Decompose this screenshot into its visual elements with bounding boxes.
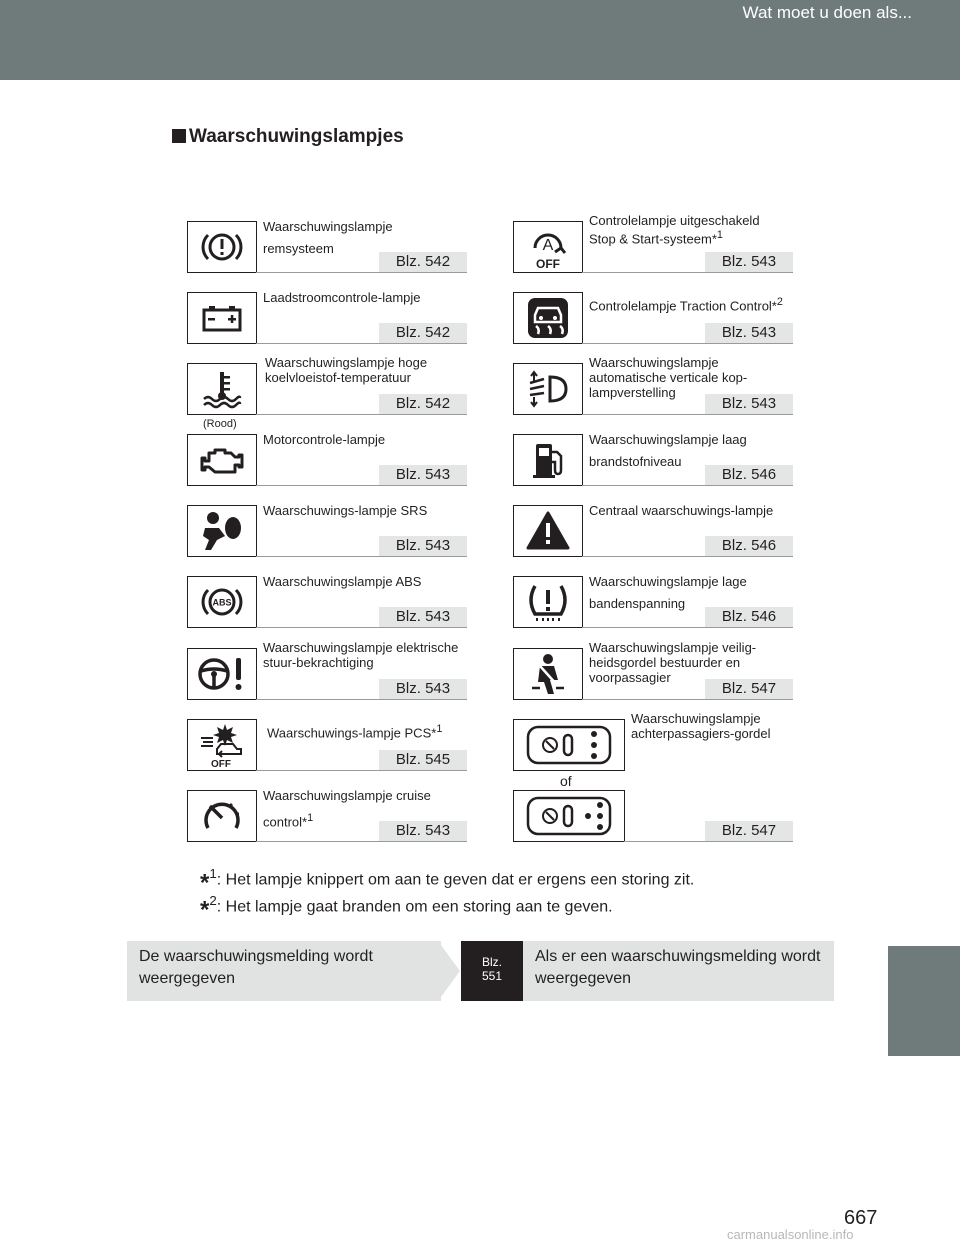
- warning-description: Laadstroomcontrole-lampje: [263, 290, 421, 305]
- page-reference[interactable]: Blz. 547: [705, 821, 793, 841]
- icon-frame: [513, 576, 583, 628]
- divider: [582, 414, 793, 415]
- warning-entry-tire: [513, 576, 793, 628]
- icon-frame: [187, 719, 257, 771]
- warning-description-text: Controlelampje Traction Control*: [589, 298, 777, 314]
- stop-start-off-icon: [525, 224, 571, 270]
- footnote-mark: *: [200, 869, 210, 897]
- footnote-ref: 1: [307, 812, 314, 824]
- footnote-ref: 1: [436, 723, 443, 735]
- warning-entry-headlamp: [513, 355, 793, 415]
- warning-description: Waarschuwingslampje ABS: [263, 574, 422, 589]
- warning-entry-master: [513, 505, 793, 557]
- svg-text:ABS: ABS: [212, 597, 232, 608]
- divider: [582, 556, 793, 557]
- divider: [256, 272, 467, 273]
- icon-frame: [187, 505, 257, 557]
- nav-step-if-message: [523, 941, 834, 1001]
- page-reference[interactable]: Blz. 543: [379, 821, 467, 841]
- footnote-2: [200, 893, 613, 924]
- divider: [256, 770, 467, 771]
- rear-seatbelt-alt-icon: [524, 794, 614, 838]
- page-reference[interactable]: Blz. 543: [705, 252, 793, 272]
- warning-entry-engine: [187, 434, 467, 486]
- divider: [582, 485, 793, 486]
- warning-description-text: Waarschuwings-lampje PCS*: [267, 725, 437, 741]
- warning-entry-coolant: [187, 355, 467, 415]
- warning-description: [589, 295, 789, 313]
- icon-frame: [513, 221, 583, 273]
- page-reference[interactable]: Blz. 545: [379, 750, 467, 770]
- warning-entry-rear-seatbelt-alt: [513, 790, 793, 842]
- color-note: (Rood): [203, 418, 237, 430]
- abs-icon: [200, 584, 244, 620]
- icon-frame: [513, 790, 625, 842]
- headlamp-leveling-icon: [526, 369, 570, 409]
- divider: [582, 627, 793, 628]
- nav-page-number: 551: [481, 969, 503, 983]
- icon-frame: [513, 434, 583, 486]
- warning-description: Waarschuwingslampje elektrische stuur-bekrachtiging: [263, 640, 459, 670]
- footnote-mark: *: [200, 896, 210, 924]
- chapter-tab: [888, 946, 960, 1056]
- warning-entry-traction: [513, 292, 793, 344]
- warning-description: Waarschuwingslampje achterpassagiers-gordel: [631, 711, 771, 741]
- warning-entry-stop-start: [513, 213, 793, 273]
- icon-frame: [513, 505, 583, 557]
- warning-description: Motorcontrole-lampje: [263, 432, 386, 447]
- divider: [256, 627, 467, 628]
- srs-airbag-icon: [199, 510, 245, 552]
- page-reference[interactable]: Blz. 543: [705, 323, 793, 343]
- page-reference[interactable]: Blz. 543: [379, 536, 467, 556]
- icon-frame: [187, 221, 257, 273]
- section-title-text: Waarschuwingslampjes: [189, 126, 404, 147]
- battery-charge-icon: [200, 303, 244, 333]
- footnote-number: 1: [209, 866, 217, 881]
- watermark: carmanualsonline.info: [727, 1227, 854, 1242]
- nav-arrow-icon: [438, 941, 460, 1001]
- icon-frame: [513, 719, 625, 771]
- divider: [582, 699, 793, 700]
- page-reference[interactable]: Blz. 547: [705, 679, 793, 699]
- page-header: [0, 0, 960, 80]
- page-reference[interactable]: Blz. 546: [705, 465, 793, 485]
- divider: [256, 699, 467, 700]
- section-marker-icon: [172, 129, 186, 143]
- page-number: 667: [844, 1207, 878, 1229]
- page-reference[interactable]: Blz. 542: [379, 252, 467, 272]
- coolant-temperature-icon: [200, 369, 244, 409]
- nav-page-link[interactable]: [461, 941, 523, 1001]
- page-reference[interactable]: Blz. 543: [705, 394, 793, 414]
- footnote-text: : Het lampje knippert om aan te geven dat er ergens een storing zit.: [216, 871, 695, 889]
- cruise-control-icon: [200, 798, 244, 834]
- low-fuel-icon: [530, 440, 566, 480]
- divider: [256, 485, 467, 486]
- warning-entry-srs: [187, 505, 467, 557]
- check-engine-icon: [199, 445, 245, 475]
- section-title: [172, 126, 404, 148]
- icon-frame: [513, 648, 583, 700]
- warning-entry-charging: [187, 292, 467, 344]
- warning-entry-pcs: [187, 719, 467, 771]
- traction-control-icon: [526, 296, 570, 340]
- divider: [582, 343, 793, 344]
- divider: [256, 556, 467, 557]
- seatbelt-reminder-icon: [528, 652, 568, 696]
- warning-description: [267, 722, 467, 740]
- warning-description: Centraal waarschuwings-lampje: [589, 503, 774, 518]
- icon-frame: [187, 292, 257, 344]
- nav-step-text: Als er een waarschuwingsmelding wordt weergegeven: [535, 948, 821, 987]
- divider: [582, 272, 793, 273]
- page-reference[interactable]: Blz. 543: [379, 607, 467, 627]
- footnote-text: : Het lampje gaat branden om een storing aan te geven.: [216, 898, 613, 916]
- warning-description-text: Controlelampje uitgeschakeld Stop & Start-systeem*: [589, 213, 760, 247]
- page-reference[interactable]: Blz. 542: [379, 394, 467, 414]
- divider: [256, 343, 467, 344]
- warning-description: Waarschuwingslampje lage bandenspanning: [589, 574, 747, 611]
- pcs-off-icon: [197, 722, 247, 768]
- icon-frame: [187, 576, 257, 628]
- icon-frame: [187, 648, 257, 700]
- icon-frame: [513, 363, 583, 415]
- page-reference[interactable]: Blz. 546: [705, 607, 793, 627]
- brake-warning-icon: [200, 229, 244, 265]
- footnote-number: 2: [209, 893, 217, 908]
- warning-entry-steering: [187, 640, 467, 700]
- icon-frame: [187, 363, 257, 415]
- page-reference[interactable]: Blz. 542: [379, 323, 467, 343]
- warning-description: Waarschuwingslampje automatische verticale kop-lampverstelling: [589, 355, 748, 400]
- svg-text:OFF: OFF: [536, 257, 560, 270]
- or-label: of: [560, 773, 572, 789]
- warning-description-text: Waarschuwingslampje cruise control*: [263, 788, 431, 830]
- warning-entry-brake: [187, 221, 467, 273]
- power-steering-icon: [196, 654, 248, 694]
- warning-entry-abs: [187, 576, 467, 628]
- warning-entry-seatbelt: [513, 640, 793, 700]
- tire-pressure-icon: [525, 582, 571, 622]
- warning-description: Waarschuwingslampje laag brandstofniveau: [589, 432, 747, 469]
- warning-description: Waarschuwingslampje remsysteem: [263, 219, 393, 256]
- warning-description: Waarschuwingslampje hoge koelvloeistof-temperatuur: [265, 355, 428, 385]
- chapter-title: Wat moet u doen als...: [742, 3, 912, 22]
- rear-seatbelt-icon: [524, 723, 614, 767]
- icon-frame: [513, 292, 583, 344]
- warning-description: Waarschuwingslampje veilig-heidsgordel bestuurder en voorpassagier: [589, 640, 757, 685]
- divider: [256, 841, 467, 842]
- warning-description: [589, 213, 789, 246]
- page-reference[interactable]: Blz. 546: [705, 536, 793, 556]
- icon-frame: [187, 434, 257, 486]
- warning-entry-cruise: [187, 790, 467, 842]
- svg-text:A: A: [542, 237, 554, 254]
- nav-step-text: De waarschuwingsmelding wordt weergegeven: [139, 948, 373, 987]
- footnote-ref: 2: [776, 296, 783, 308]
- master-warning-icon: [525, 510, 571, 552]
- svg-text:OFF: OFF: [211, 759, 231, 768]
- warning-entry-rear-seatbelt: [513, 711, 793, 771]
- nav-step-message-shown: [127, 941, 441, 1001]
- warning-description: Waarschuwings-lampje SRS: [263, 503, 428, 518]
- nav-page-label: Blz.: [481, 955, 502, 969]
- page-reference[interactable]: Blz. 543: [379, 679, 467, 699]
- footnote-ref: 1: [716, 229, 723, 241]
- divider: [624, 841, 793, 842]
- icon-frame: [187, 790, 257, 842]
- warning-entry-fuel: [513, 434, 793, 486]
- divider: [256, 414, 467, 415]
- page-reference[interactable]: Blz. 543: [379, 465, 467, 485]
